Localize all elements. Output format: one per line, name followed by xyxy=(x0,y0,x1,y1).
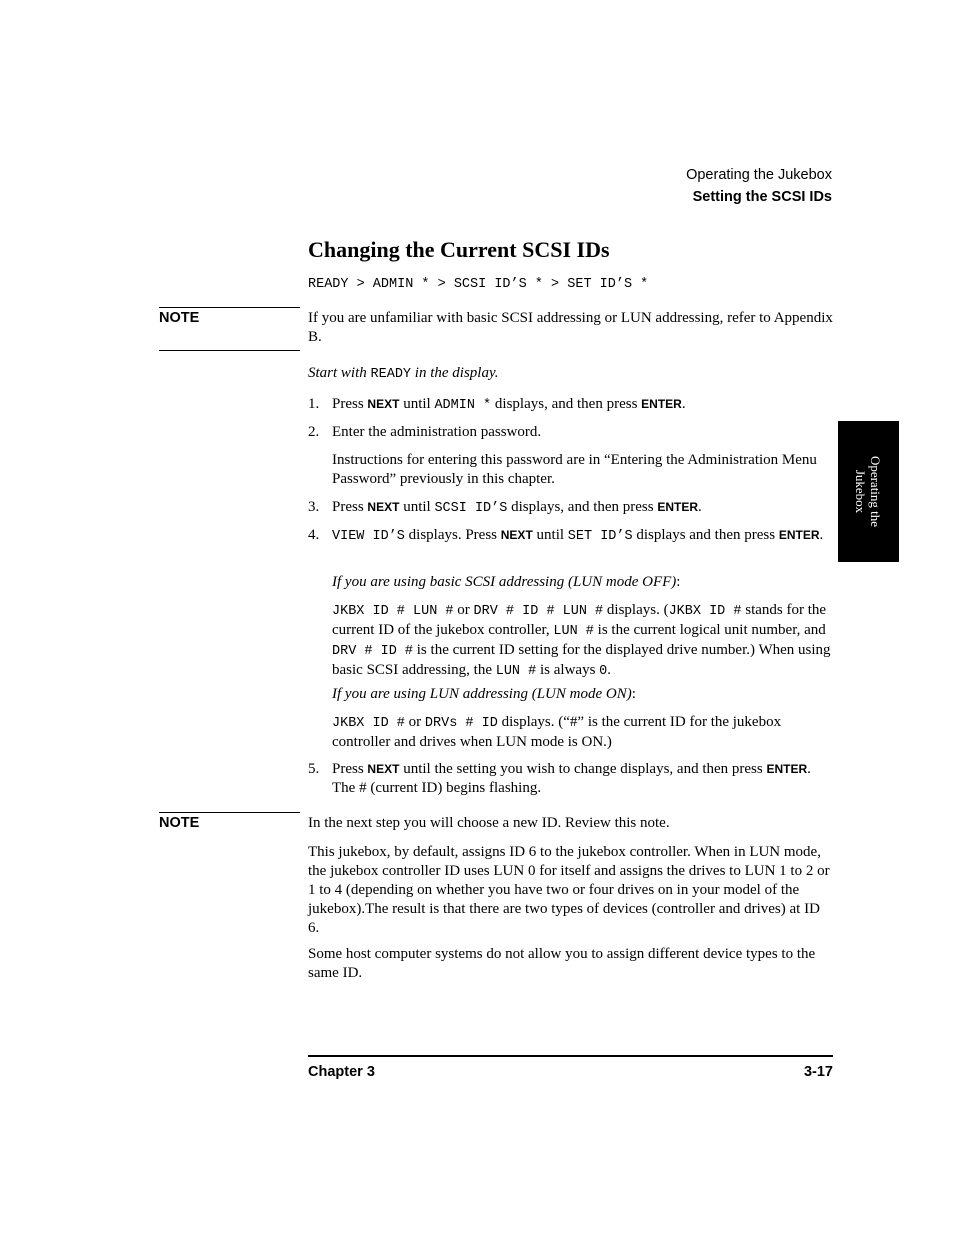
menu-path: READY > ADMIN * > SCSI ID’S * > SET ID’S * xyxy=(308,277,649,292)
enter-key: ENTER xyxy=(641,397,682,411)
note-top-rule xyxy=(159,307,300,308)
step-2-detail: Instructions for entering this password are in “Entering the Administration Menu Password” previously in this chapter. xyxy=(332,452,817,487)
next-key: NEXT xyxy=(500,528,533,542)
lun-off-description: JKBX ID # LUN # or DRV # ID # LUN # displays. (JKBX ID # stands for the current ID of the jukebox controller, LUN # is the current logical unit number, and DRV # ID # is the current ID setting for the displayed drive number.) When using basic SCSI addressing, the LUN # is always 0. xyxy=(332,602,831,679)
lun-on-description: JKBX ID # or DRVs # ID displays. (“#” is the current ID for the jukebox controller and drives when LUN mode is ON.) xyxy=(332,714,782,750)
lun-on-heading: If you are using LUN addressing (LUN mode ON): xyxy=(332,686,636,702)
note-paragraph-2: This jukebox, by default, assigns ID 6 to the jukebox controller. When in LUN mode, the jukebox controller ID uses LUN 0 for itself and assigns the drives to LUN 1 to 2 or 1 to 4 (depending on whether you have two or four drives on in your model of the jukebox).The result is that there are two types of devices (controller and drives) at ID 6. xyxy=(308,844,830,936)
note-bottom-rule xyxy=(159,350,300,351)
page-number: 3-17 xyxy=(803,1064,833,1080)
lun-off-heading: If you are using basic SCSI addressing (LUN mode OFF): xyxy=(332,574,681,590)
note-paragraph-3: Some host computer systems do not allow you to assign different device types to the same ID. xyxy=(308,946,816,981)
section-title: Changing the Current SCSI IDs xyxy=(308,237,610,262)
next-key: NEXT xyxy=(367,500,400,514)
thumb-tab-line-2: Jukebox xyxy=(853,469,869,514)
note-paragraph-1: In the next step you will choose a new ID. Review this note. xyxy=(308,815,670,831)
chapter-thumb-tab xyxy=(838,421,899,562)
note-label: NOTE xyxy=(159,815,200,831)
note-top-rule xyxy=(159,812,300,813)
enter-key: ENTER xyxy=(657,500,699,514)
note-label: NOTE xyxy=(159,310,200,326)
footer-chapter: Chapter 3 xyxy=(308,1064,375,1080)
running-header-section: Setting the SCSI IDs xyxy=(692,189,832,205)
next-key: NEXT xyxy=(367,762,400,776)
enter-key: ENTER xyxy=(778,528,820,542)
running-header-chapter: Operating the Jukebox xyxy=(686,167,832,183)
thumb-tab-line-1: Operating the xyxy=(868,455,884,528)
next-key: NEXT xyxy=(367,397,400,411)
footer-rule xyxy=(308,1055,833,1057)
note-text: If you are unfamiliar with basic SCSI addressing or LUN addressing, refer to Appendix B. xyxy=(308,310,833,345)
enter-key: ENTER xyxy=(766,762,808,776)
intro-instruction: Start with READY in the display. xyxy=(308,365,499,382)
